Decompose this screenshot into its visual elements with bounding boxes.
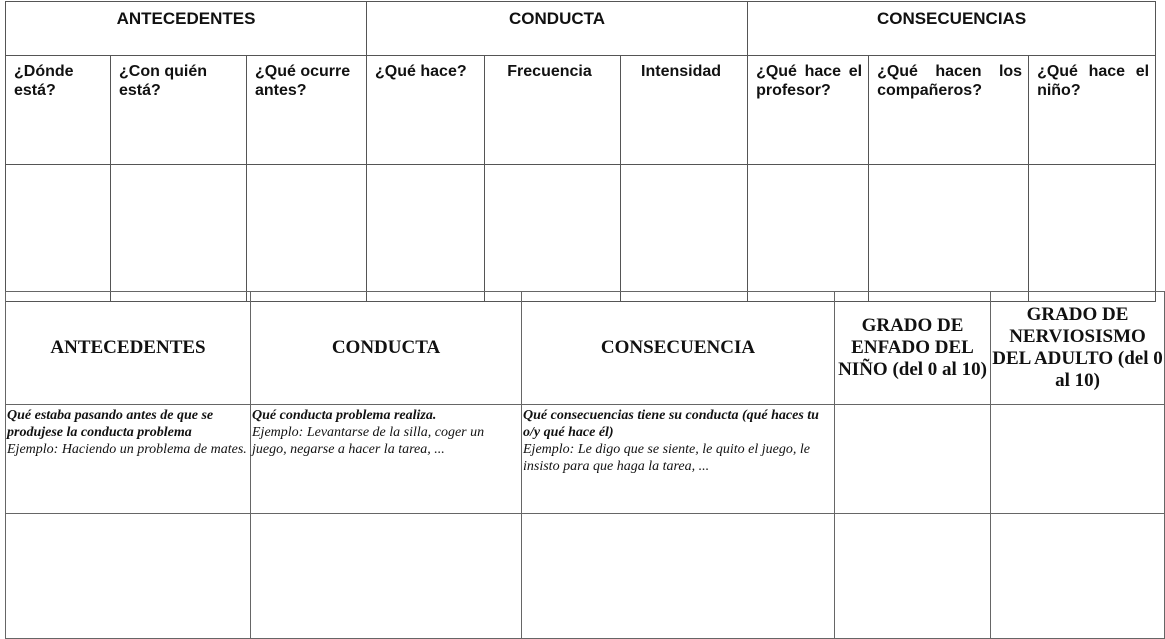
col-que-hacen-los-companeros: ¿Qué hacen los compañeros? [869,56,1029,165]
blank-cell [247,165,367,302]
header-conducta: CONDUCTA [251,292,522,405]
col-que-hace-el-profesor: ¿Qué hace el profesor? [748,56,869,165]
blank-cell [748,165,869,302]
blank-cell [835,514,991,639]
blank-cell [991,405,1165,514]
col-con-quien-esta: ¿Con quién está? [111,56,247,165]
blank-cell [991,514,1165,639]
abc-observation-table [5,1,1156,302]
blank-cell [869,165,1029,302]
header-antecedentes: ANTECEDENTES [6,292,251,405]
consecuencia-description [522,405,835,514]
antecedentes-description [6,405,251,514]
col-intensidad: Intensidad [621,56,748,165]
group-conducta: CONDUCTA [367,2,748,56]
blank-cell [522,514,835,639]
antecedentes-example: Ejemplo: Haciendo un problema de mates. [7,442,247,457]
blank-cell [1029,165,1156,302]
col-que-hace: ¿Qué hace? [367,56,485,165]
consecuencia-question: Qué consecuencias tiene su conducta (qué haces tu o/y qué hace él) [523,408,819,440]
conducta-example: Ejemplo: Levantarse de la silla, coger un juego, negarse a hacer la tarea, ... [252,425,485,457]
header-grado-nerviosismo-adulto: GRADO DE NERVIOSISMO DEL ADULTO (del 0 al 10) [991,292,1165,405]
col-frecuencia: Frecuencia [485,56,621,165]
header-grado-enfado-nino: GRADO DE ENFADO DEL NIÑO (del 0 al 10) [835,292,991,405]
behavior-record-table [5,291,1165,639]
blank-cell [835,405,991,514]
blank-cell [485,165,621,302]
blank-cell [6,165,111,302]
col-que-hace-el-nino: ¿Qué hace el niño? [1029,56,1156,165]
blank-cell [6,514,251,639]
conducta-question: Qué conducta problema realiza. [252,408,437,423]
col-que-ocurre-antes: ¿Qué ocurre antes? [247,56,367,165]
group-consecuencias: CONSECUENCIAS [748,2,1156,56]
blank-cell [111,165,247,302]
group-antecedentes: ANTECEDENTES [6,2,367,56]
blank-cell [367,165,485,302]
conducta-description [251,405,522,514]
col-donde-esta: ¿Dónde está? [6,56,111,165]
blank-cell [621,165,748,302]
consecuencia-example: Ejemplo: Le digo que se siente, le quito el juego, le insisto para que haga la tarea, ... [523,442,810,474]
antecedentes-question: Qué estaba pasando antes de que se produjese la conducta problema [7,408,214,440]
blank-cell [251,514,522,639]
header-consecuencia: CONSECUENCIA [522,292,835,405]
